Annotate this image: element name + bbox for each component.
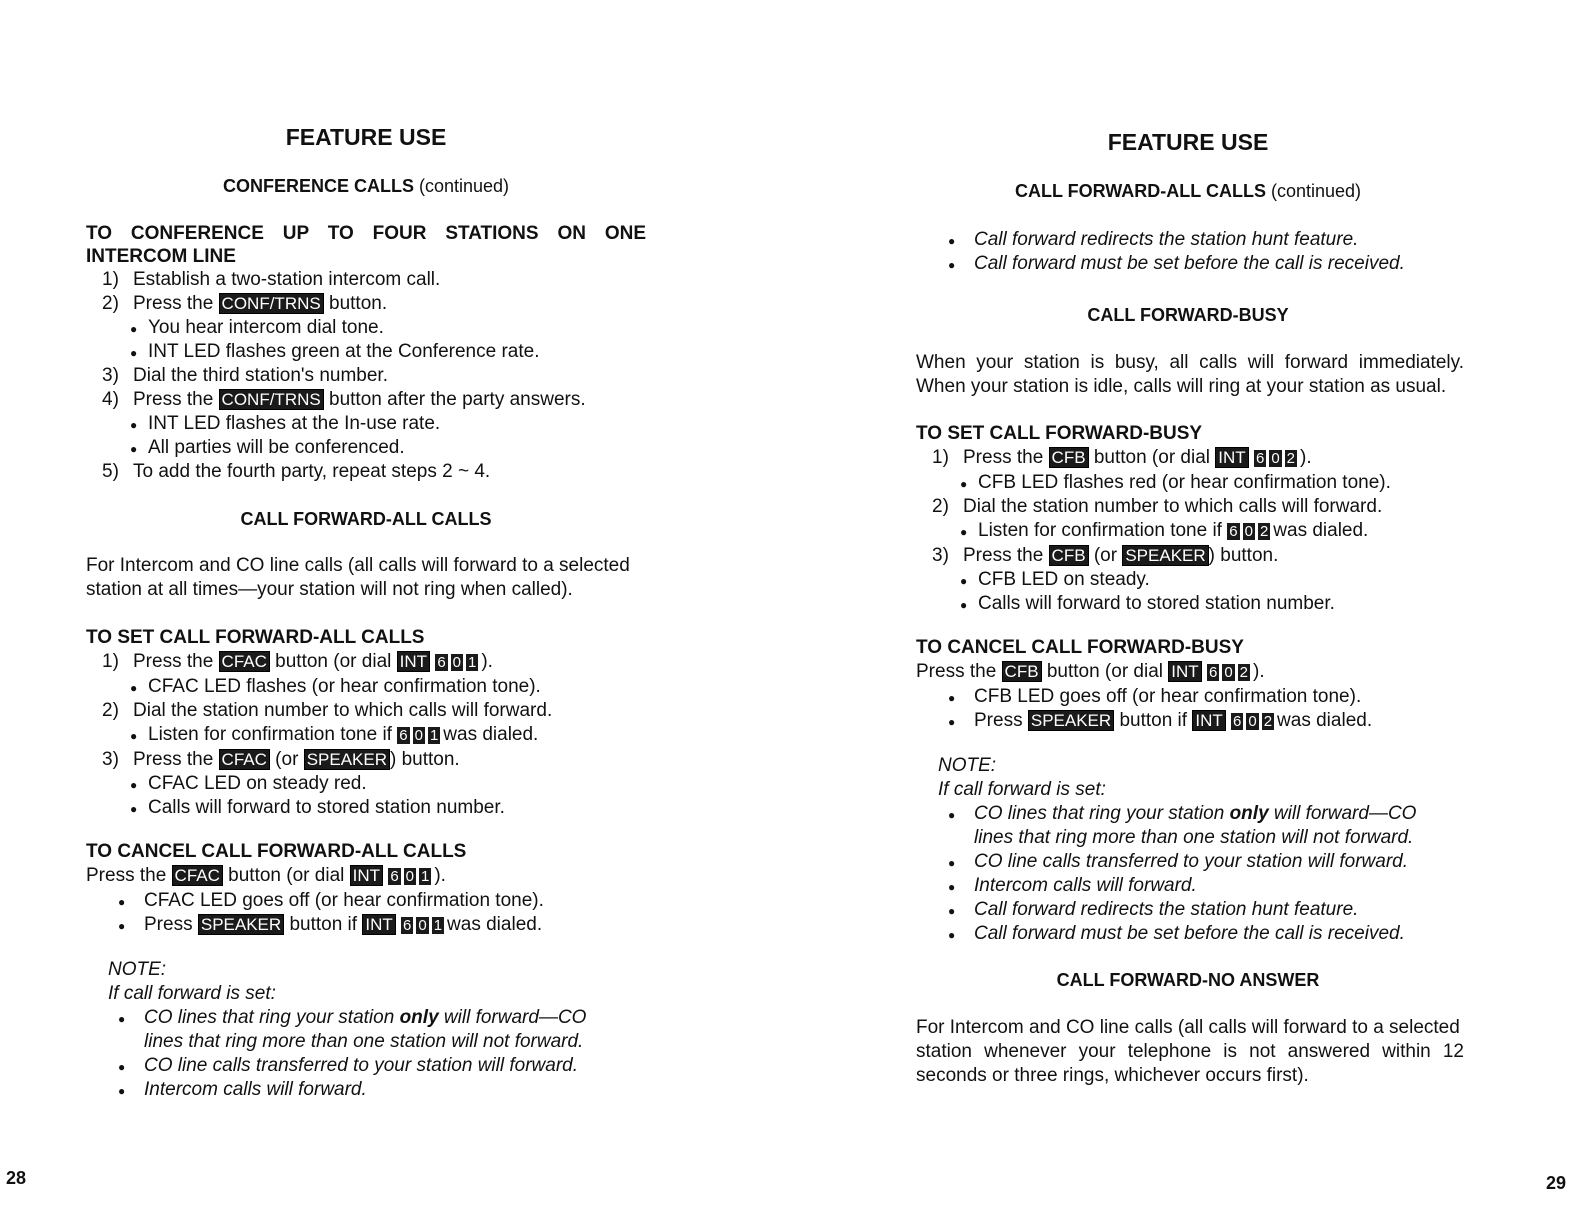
conference-block xyxy=(86,222,646,484)
digit-key: 1 xyxy=(468,654,477,671)
busy-paragraph: When your station is busy, all calls will forward immediately. When your station is idle, calls will ring at your station as usual. xyxy=(916,352,1464,397)
step-3: 3) Press the CFB (or SPEAKER ) button. xyxy=(932,545,1279,566)
digit-key: 6 xyxy=(1208,664,1218,681)
section-subtitle xyxy=(916,181,1460,202)
continued-label: (continued) xyxy=(1270,181,1362,201)
note-condition: If call forward is set: xyxy=(938,779,1106,800)
bullet: ● CFB LED flashes red (or hear confirmation tone). xyxy=(916,471,1476,495)
digit-key: 2 xyxy=(1239,664,1248,681)
digit-key: 0 xyxy=(1248,713,1257,730)
int-key: INT xyxy=(350,865,383,886)
note-block xyxy=(86,958,646,1102)
subtitle-text: CALL FORWARD-ALL CALLS xyxy=(1014,181,1266,201)
section-heading: TO CONFERENCE UP TO FOUR STATIONS ON ONE xyxy=(86,223,646,244)
bullet: ● INT LED flashes at the In-use rate. xyxy=(86,412,646,436)
subtitle-text: CONFERENCE CALLS xyxy=(222,176,414,196)
bullet: ● Listen for confirmation tone if 6 0 1 was dialed. xyxy=(86,723,646,748)
bullet: ● INT LED flashes green at the Conference rate. xyxy=(86,340,646,364)
digit-key: 1 xyxy=(433,917,443,934)
digit-key: 2 xyxy=(1263,713,1273,730)
section-heading-cont: INTERCOM LINE xyxy=(86,246,236,267)
note-bullet: ● Call forward redirects the station hunt feature. xyxy=(916,228,1476,252)
note-condition: If call forward is set: xyxy=(108,983,276,1004)
step-2: 2) Dial the station number to which calls will forward. xyxy=(932,496,1383,517)
note-bullet: ● CO lines that ring your station only will forward—CO xyxy=(916,802,1476,826)
cfb-key: CFB xyxy=(1002,661,1042,682)
digit-key: 1 xyxy=(429,727,439,744)
note-bullet: ● Call forward must be set before the call is received. xyxy=(916,252,1476,276)
digit-key: 0 xyxy=(1271,450,1280,467)
step-4: 4) Press the CONF/TRNS button after the party answers. xyxy=(102,389,586,410)
cancel-block xyxy=(86,840,646,938)
digit-key: 0 xyxy=(1224,664,1233,681)
note-bullet: ● CO line calls transferred to your station will forward. xyxy=(86,1054,646,1078)
intro-paragraph: For Intercom and CO line calls (all calls will forward to a selected station at all times—your station will not ring when called). xyxy=(86,555,630,600)
bullet: ● Press SPEAKER button if INT 6 0 2 was dialed. xyxy=(916,709,1476,734)
cancel-instruction: Press the CFAC button (or dial INT 6 0 1 ). xyxy=(86,865,446,886)
step-1: 1) Press the CFB button (or dial INT 6 0 2 ). xyxy=(932,447,1312,468)
bullet: ● Listen for confirmation tone if 6 0 2 was dialed. xyxy=(916,519,1476,544)
bullet: ● CFB LED on steady. xyxy=(916,568,1476,592)
step-3: 3) Press the CFAC (or SPEAKER ) button. xyxy=(102,749,460,770)
conf-trns-key: CONF/TRNS xyxy=(219,389,324,410)
cfac-key: CFAC xyxy=(172,865,223,886)
note-bullet: ● CO line calls transferred to your station will forward. xyxy=(916,850,1476,874)
cfac-key: CFAC xyxy=(219,651,270,672)
cfb-key: CFB xyxy=(1049,447,1089,468)
step-2: 2) Dial the station number to which calls will forward. xyxy=(102,700,553,721)
bullet: ● Calls will forward to stored station number. xyxy=(916,592,1476,616)
int-key: INT xyxy=(1192,710,1225,731)
digit-key: 0 xyxy=(405,868,414,885)
section-subtitle xyxy=(86,176,646,197)
note-bullet: ● Intercom calls will forward. xyxy=(916,874,1476,898)
page-number: 29 xyxy=(1546,1173,1567,1193)
digit-key: 0 xyxy=(418,917,427,934)
digit-key: 6 xyxy=(403,917,412,934)
section-subtitle: CALL FORWARD-BUSY xyxy=(1087,305,1289,325)
int-key: INT xyxy=(362,914,395,935)
conf-trns-key: CONF/TRNS xyxy=(219,293,324,314)
section-heading: TO SET CALL FORWARD-ALL CALLS xyxy=(86,627,425,648)
bullet: ● CFAC LED goes off (or hear confirmation tone). xyxy=(86,889,646,913)
note-label: NOTE: xyxy=(108,959,167,980)
step-3: 3) Dial the third station's number. xyxy=(102,365,388,386)
step-1: 1) Press the CFAC button (or dial INT 6 0 1 ). xyxy=(102,651,493,672)
page-number: 28 xyxy=(6,1168,27,1188)
cancel-block xyxy=(916,636,1476,734)
section-subtitle: CALL FORWARD-ALL CALLS xyxy=(240,509,492,529)
set-block xyxy=(916,422,1476,616)
int-key: INT xyxy=(1168,661,1201,682)
speaker-key: SPEAKER xyxy=(1028,710,1114,731)
page-header: FEATURE USE xyxy=(1107,129,1269,155)
speaker-key: SPEAKER xyxy=(304,749,390,770)
set-block xyxy=(86,626,646,820)
note-bullet: ● Call forward must be set before the call is received. xyxy=(916,922,1476,946)
step-1: 1) Establish a two-station intercom call. xyxy=(102,269,441,290)
top-bullets xyxy=(916,228,1476,276)
no-answer-paragraph: For Intercom and CO line calls (all calls will forward to a selected station whenever your telephone is not answered within 12 seconds or three rings, whichever occurs first). xyxy=(916,1017,1464,1086)
bullet: ● CFAC LED flashes (or hear confirmation tone). xyxy=(86,675,646,699)
section-heading: TO CANCEL CALL FORWARD-ALL CALLS xyxy=(86,841,467,862)
step-5: 5) To add the fourth party, repeat steps 2 ~ 4. xyxy=(102,461,491,482)
speaker-key: SPEAKER xyxy=(1122,545,1208,566)
bullet: ● You hear intercom dial tone. xyxy=(86,316,646,340)
digit-key: 6 xyxy=(437,654,446,671)
section-heading: TO SET CALL FORWARD-BUSY xyxy=(916,423,1203,444)
int-key: INT xyxy=(397,651,430,672)
digit-key: 1 xyxy=(421,868,430,885)
note-bullet: ● Call forward redirects the station hunt feature. xyxy=(916,898,1476,922)
page-header: FEATURE USE xyxy=(285,124,447,150)
bullet: ● Press SPEAKER button if INT 6 0 1 was dialed. xyxy=(86,913,646,938)
bullet: ● CFAC LED on steady red. xyxy=(86,772,646,796)
digit-key: 0 xyxy=(452,654,461,671)
bullet: ● All parties will be conferenced. xyxy=(86,436,646,460)
cancel-instruction: Press the CFB button (or dial INT 6 0 2 ). xyxy=(916,661,1265,682)
digit-key: 2 xyxy=(1259,523,1269,540)
note-bullet: ● CO lines that ring your station only will forward—CO xyxy=(86,1006,646,1030)
note-block xyxy=(916,754,1476,946)
bullet: ● CFB LED goes off (or hear confirmation tone). xyxy=(916,685,1476,709)
digit-key: 2 xyxy=(1286,450,1295,467)
section-heading: TO CANCEL CALL FORWARD-BUSY xyxy=(916,637,1244,658)
digit-key: 0 xyxy=(414,727,423,744)
digit-key: 6 xyxy=(1255,450,1265,467)
speaker-key: SPEAKER xyxy=(198,914,284,935)
digit-key: 6 xyxy=(390,868,399,885)
int-key: INT xyxy=(1215,447,1248,468)
cfb-key: CFB xyxy=(1049,545,1089,566)
note-bullet: ● Intercom calls will forward. xyxy=(86,1078,646,1102)
step-2: 2) Press the CONF/TRNS button. xyxy=(102,293,388,314)
digit-key: 6 xyxy=(1233,713,1242,730)
note-label: NOTE: xyxy=(938,755,997,776)
note-bullet-cont: lines that ring more than one station will not forward. xyxy=(144,1031,584,1052)
digit-key: 0 xyxy=(1244,523,1253,540)
digit-key: 6 xyxy=(399,727,408,744)
bullet: ● Calls will forward to stored station number. xyxy=(86,796,646,820)
note-bullet-cont: lines that ring more than one station will not forward. xyxy=(974,827,1414,848)
cfac-key: CFAC xyxy=(219,749,270,770)
digit-key: 6 xyxy=(1229,523,1238,540)
continued-label: (continued) xyxy=(418,176,510,196)
section-subtitle: CALL FORWARD-NO ANSWER xyxy=(1056,970,1320,990)
